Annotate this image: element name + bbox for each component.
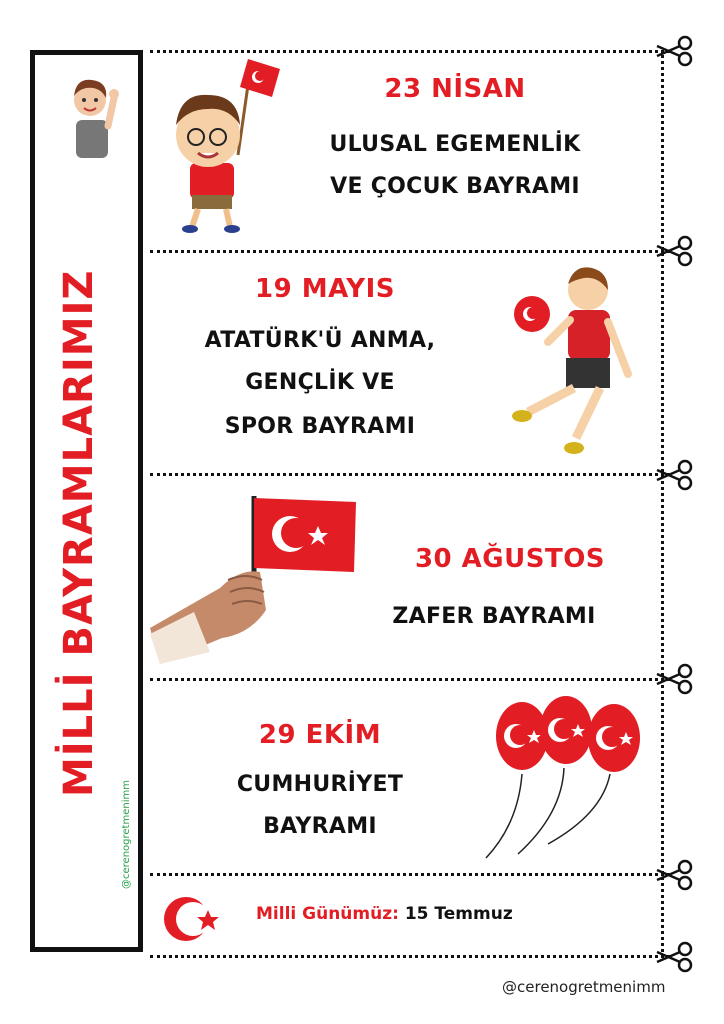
scissors-icon xyxy=(655,662,695,696)
holiday-date: 23 NİSAN xyxy=(384,74,526,104)
avatar-icon xyxy=(62,70,120,158)
balloons-illustration xyxy=(478,694,646,866)
holiday-date: 30 AĞUSTOS xyxy=(414,544,606,574)
side-title: MİLLİ BAYRAMLARIMIZ xyxy=(56,269,102,797)
footer-handle: @cerenogretmenimm xyxy=(502,978,666,996)
cut-line-vertical xyxy=(661,50,664,958)
child-with-flag-illustration xyxy=(168,55,280,233)
crescent-star-icon xyxy=(164,894,220,944)
holiday-name: ZAFER BAYRAMI xyxy=(392,604,596,629)
hand-with-flag-illustration xyxy=(150,488,360,664)
scissors-icon xyxy=(655,34,695,68)
holiday-name: BAYRAMI xyxy=(263,814,377,839)
scissors-icon xyxy=(655,940,695,974)
balloon-icon xyxy=(496,702,548,770)
cut-line xyxy=(150,250,670,253)
scissors-icon xyxy=(655,858,695,892)
holiday-name: ULUSAL EGEMENLİK xyxy=(329,132,581,157)
balloon-icon xyxy=(588,704,640,772)
cut-line xyxy=(150,678,670,681)
balloon-icon xyxy=(540,696,592,764)
holiday-name: CUMHURİYET xyxy=(236,772,404,797)
holiday-name: GENÇLİK VE xyxy=(245,370,395,395)
holiday-name: SPOR BAYRAMI xyxy=(224,414,416,439)
holiday-date: 29 EKİM xyxy=(258,720,382,750)
holiday-name: ATATÜRK'Ü ANMA, xyxy=(204,328,436,353)
national-day xyxy=(256,904,513,924)
scissors-icon xyxy=(655,458,695,492)
boy-with-ball-illustration xyxy=(504,262,636,460)
cut-line xyxy=(150,873,670,876)
national-day-value: 15 Temmuz xyxy=(404,904,513,924)
cut-line xyxy=(150,473,670,476)
holiday-name: VE ÇOCUK BAYRAMI xyxy=(330,174,580,199)
national-day-label: Milli Günümüz: xyxy=(256,904,399,924)
side-handle: @cerenogretmenimm xyxy=(121,780,132,889)
cut-line xyxy=(150,50,670,53)
scissors-icon xyxy=(655,234,695,268)
cut-line xyxy=(150,955,670,958)
holiday-date: 19 MAYIS xyxy=(255,274,395,304)
